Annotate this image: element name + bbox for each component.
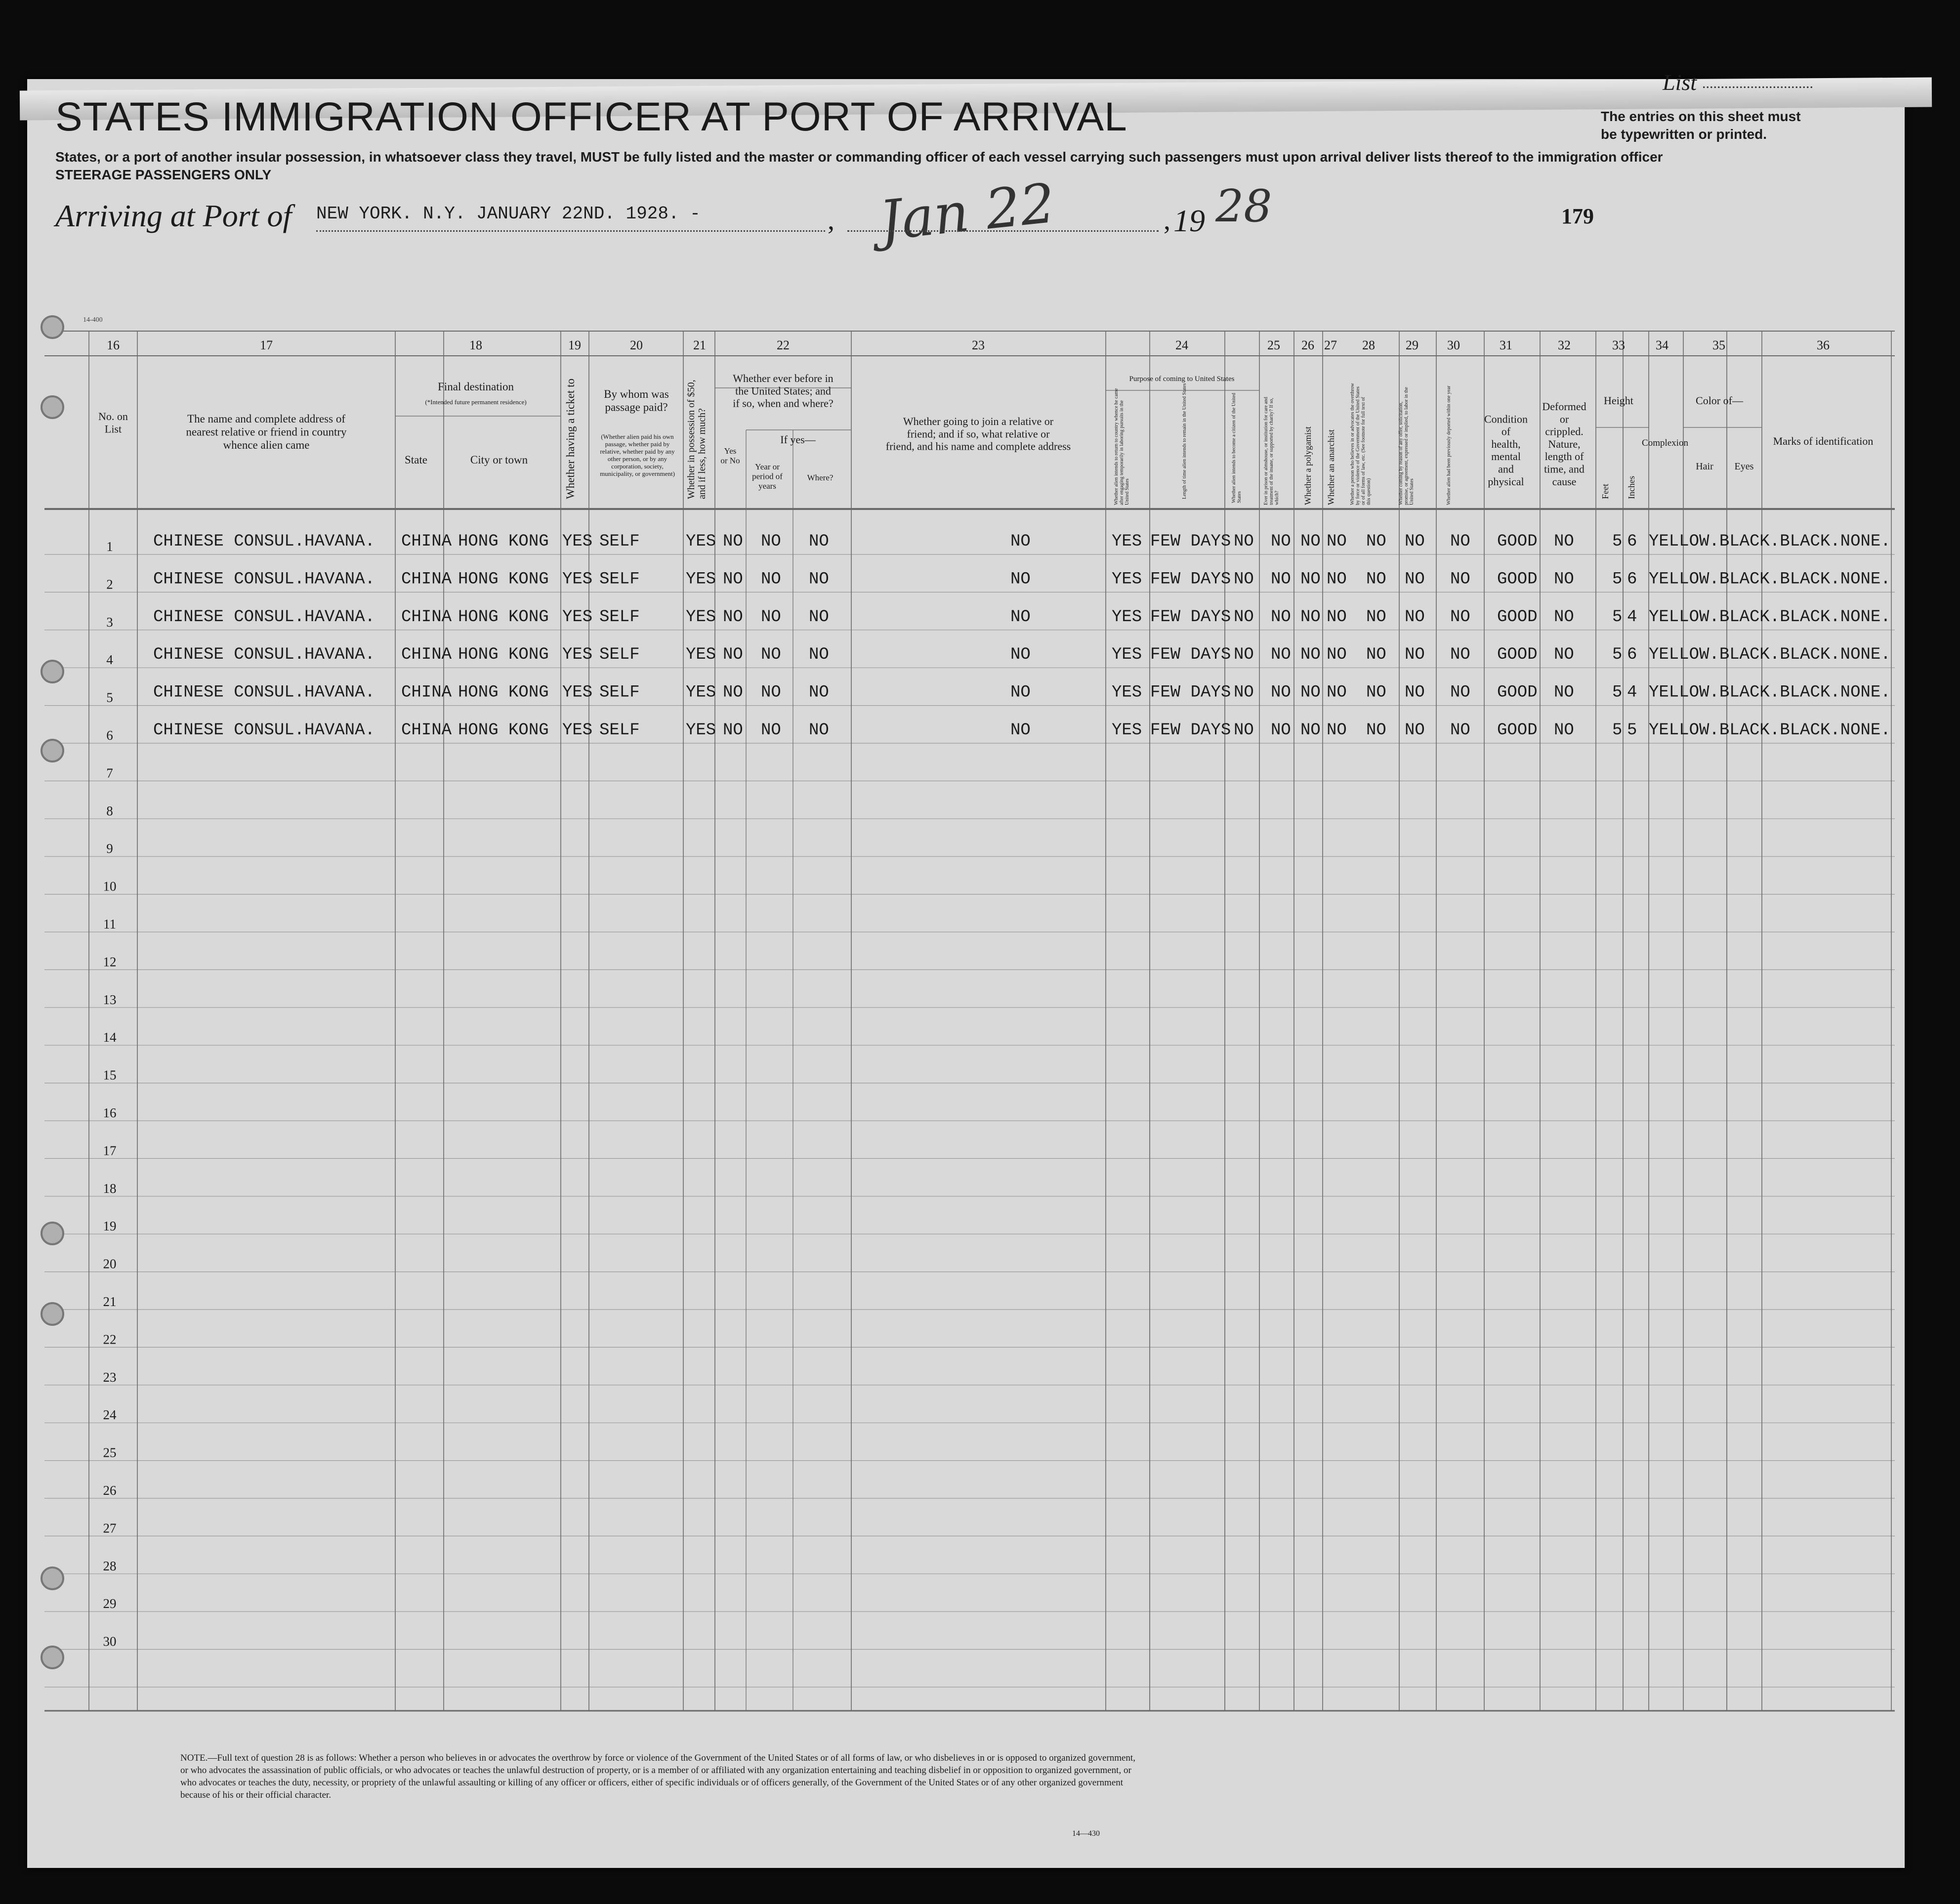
cell-promise: NO [1405,532,1425,551]
cell-city: HONG KONG [458,683,549,702]
table-row [153,645,1891,664]
typewritten-notice: The entries on this sheet must be typewritten or printed. [1601,109,1801,142]
cell-feet: 5 [1612,532,1623,551]
row-number: 22 [103,1332,117,1347]
cell-complexion-marks: YELLOW.BLACK.BLACK.NONE. [1649,683,1891,702]
cell-inches: 6 [1627,645,1637,665]
cell-join: NO [1010,532,1031,551]
cell-relative: CHINESE CONSUL.HAVANA. [153,607,375,627]
header-purpose-citizen: Whether alien intends to become a citizen of the UnitedStates [1231,393,1242,503]
cell-passage: SELF [599,532,640,551]
page-title: STATES IMMIGRATION OFFICER AT PORT OF ARRIVAL [55,94,1127,139]
row-number: 5 [106,690,113,705]
row-number: 23 [103,1369,117,1385]
cell-prison: NO [1271,645,1291,665]
cell-return: YES [1112,570,1142,589]
binder-hole [41,395,64,419]
header-where: Where? [807,473,834,482]
cell-citizen: NO [1234,570,1254,589]
cell-join: NO [1010,721,1031,740]
cell-deformed: NO [1554,532,1574,551]
cell-health: GOOD [1497,607,1538,627]
cell-complexion-marks: YELLOW.BLACK.BLACK.NONE. [1649,607,1891,627]
cell-money: YES [686,532,716,551]
column-number: 26 [1301,338,1314,352]
separator-comma: , [1164,205,1170,236]
cell-before: NO [723,607,743,627]
cell-money: YES [686,570,716,589]
cell-passage: SELF [599,570,640,589]
list-number-blank: .............................. [1702,75,1813,91]
cell-before: NO [723,532,743,551]
cell-anarchist: NO [1327,645,1347,665]
column-numbers [107,338,1830,352]
row-number: 7 [106,765,113,781]
row-number: 19 [103,1219,117,1234]
table-row [153,608,1891,627]
cell-overthrow: NO [1366,645,1386,665]
cell-complexion-marks: YELLOW.BLACK.BLACK.NONE. [1649,570,1891,589]
cell-anarchist: NO [1327,683,1347,702]
header-purpose: Purpose of coming to United States [1129,375,1235,383]
cell-prison: NO [1271,683,1291,702]
row-number: 8 [106,803,113,818]
cell-inches: 6 [1627,570,1637,589]
row-number: 14 [103,1030,117,1045]
cell-deformed: NO [1554,570,1574,589]
cell-deformed: NO [1554,607,1574,627]
form-code: 14—430 [1072,1829,1100,1838]
cell-join: NO [1010,607,1031,627]
header-marks: Marks of identification [1773,435,1874,447]
column-number: 22 [777,338,790,352]
binder-hole [41,739,64,762]
cell-citizen: NO [1234,607,1254,627]
header-health: Condition of health, mental and physical [1484,413,1528,488]
header-before-us: Whether ever before in the United States; and if so, when and where? [733,372,834,410]
cell-promise: NO [1405,570,1425,589]
cell-join: NO [1010,683,1031,702]
cell-deformed: NO [1554,645,1574,665]
cell-citizen: NO [1234,683,1254,702]
header-polygamist: Whether a polygamist [1303,426,1313,505]
header-inches: Inches [1626,476,1636,499]
binder-hole [41,315,64,339]
cell-deformed: NO [1554,721,1574,740]
cell-ticket: YES [562,607,593,627]
cell-anarchist: NO [1327,532,1347,551]
column-number: 16 [107,338,120,352]
cell-anarchist: NO [1327,721,1347,740]
cell-feet: 5 [1612,683,1623,702]
column-number: 31 [1500,338,1512,352]
header-overthrow: Whether a person who believes in or advocates the overthrowby force or violence of the Government of the United Statesor of all forms of law, etc. (See footnote for full text ofthis question) [1350,383,1372,505]
table-row [153,532,1891,551]
header-final-destination-note: (*Intended future permanent residence) [425,398,527,406]
column-number: 23 [972,338,985,352]
header-relative-address: The name and complete address of nearest relative or friend in country whence alien came [186,413,347,451]
column-headers [98,372,1873,505]
cell-year: NO [761,721,781,740]
cell-complexion-marks: YELLOW.BLACK.BLACK.NONE. [1649,532,1891,551]
column-number: 32 [1558,338,1571,352]
row-number: 27 [103,1521,117,1536]
cell-deported: NO [1450,683,1470,702]
row-number: 6 [106,728,113,743]
cell-polygamist: NO [1300,570,1321,589]
cell-length: FEW DAYS [1150,570,1231,589]
cell-city: HONG KONG [458,570,549,589]
cell-relative: CHINESE CONSUL.HAVANA. [153,645,375,665]
column-number: 35 [1712,338,1725,352]
cell-return: YES [1112,607,1142,627]
cell-where: NO [809,721,829,740]
cell-overthrow: NO [1366,721,1386,740]
column-number: 34 [1656,338,1668,352]
cell-city: HONG KONG [458,645,549,665]
cell-where: NO [809,683,829,702]
row-number: 11 [103,917,116,931]
cell-polygamist: NO [1300,645,1321,665]
cell-join: NO [1010,570,1031,589]
cell-where: NO [809,532,829,551]
footnote: NOTE.—Full text of question 28 is as follows: Whether a person who believes in or advocates the overthrow by force or violence of the Government of the United States or of all forms of law, or who disbelieves in or is opposed to organized government, or who advocates the assassination of public officials, or who advocates or teaches the unlawful destruction of property, or is a member of or affiliated with any organization entertaining and teaching disbelief in or opposition to organized government, or who advocates or teaches the duty, necessity, or propriety of the unlawful assaulting or killing of any officer or officers, either of specific individuals or of officers generally, of the Government of the United States or of any other organized government because of his or their official character. [180,1753,1135,1800]
header-hair: Hair [1696,461,1713,472]
cell-year: NO [761,683,781,702]
cell-inches: 4 [1627,607,1637,627]
row-number: 16 [103,1105,117,1120]
cell-ticket: YES [562,570,593,589]
list-label: List [1663,70,1697,95]
cell-overthrow: NO [1366,532,1386,551]
cell-prison: NO [1271,607,1291,627]
cell-state: CHINA [401,607,452,627]
cell-year: NO [761,532,781,551]
row-number: 30 [103,1634,117,1649]
cell-overthrow: NO [1366,683,1386,702]
header-deformed: Deformed or crippled. Nature, length of time, and cause [1542,400,1586,488]
cell-prison: NO [1271,570,1291,589]
binder-hole [41,660,64,683]
cell-ticket: YES [562,645,593,665]
cell-citizen: NO [1234,645,1254,665]
cell-length: FEW DAYS [1150,721,1231,740]
cell-health: GOOD [1497,570,1538,589]
column-number: 25 [1267,338,1280,352]
row-number: 13 [103,992,117,1007]
header-height: Height [1604,394,1633,407]
cell-complexion-marks: YELLOW.BLACK.BLACK.NONE. [1649,645,1891,665]
row-number: 4 [106,652,113,668]
cell-length: FEW DAYS [1150,532,1231,551]
cell-money: YES [686,645,716,665]
cell-relative: CHINESE CONSUL.HAVANA. [153,532,375,551]
cell-promise: NO [1405,645,1425,665]
column-number: 18 [469,338,482,352]
row-number: 29 [103,1596,117,1611]
row-number: 3 [106,614,113,630]
header-feet: Feet [1600,484,1610,499]
cell-relative: CHINESE CONSUL.HAVANA. [153,570,375,589]
cell-health: GOOD [1497,683,1538,702]
cell-health: GOOD [1497,721,1538,740]
cell-feet: 5 [1612,645,1623,665]
cell-anarchist: NO [1327,607,1347,627]
column-number: 17 [260,338,273,352]
arriving-label: Arriving at Port of [55,198,292,233]
header-yes-or-no: Yes or No [720,446,740,465]
cell-feet: 5 [1612,721,1623,740]
cell-before: NO [723,721,743,740]
cell-before: NO [723,570,743,589]
cell-overthrow: NO [1366,570,1386,589]
arrival-port-date: NEW YORK. N.Y. JANUARY 22ND. 1928. - [316,204,701,224]
column-number: 20 [630,338,643,352]
header-promise: Whether coming by reason of any offer, solicitation,promise, or agreement, expressed or implied, to labor in theUnited States [1398,387,1415,505]
cell-passage: SELF [599,721,640,740]
cell-return: YES [1112,532,1142,551]
column-number: 27 [1324,338,1337,352]
cell-deported: NO [1450,607,1470,627]
binder-hole [41,1566,64,1590]
binder-hole [41,1222,64,1245]
column-number: 33 [1612,338,1625,352]
row-number: 18 [103,1181,117,1196]
cell-relative: CHINESE CONSUL.HAVANA. [153,683,375,702]
row-number: 21 [103,1294,117,1309]
cell-money: YES [686,721,716,740]
cell-inches: 4 [1627,683,1637,702]
header-ticket: Whether having a ticket to [564,379,577,499]
cell-return: YES [1112,645,1142,665]
cell-passage: SELF [599,607,640,627]
cell-where: NO [809,645,829,665]
cell-promise: NO [1405,607,1425,627]
cell-relative: CHINESE CONSUL.HAVANA. [153,721,375,740]
header-anarchist: Whether an anarchist [1326,429,1336,505]
column-number: 19 [568,338,581,352]
header-year-period: Year or period of years [752,462,783,491]
cell-inches: 5 [1627,721,1637,740]
table-row [153,683,1891,702]
row-number: 15 [103,1067,117,1083]
cell-where: NO [809,607,829,627]
cell-feet: 5 [1612,607,1623,627]
column-number: 24 [1175,338,1188,352]
steerage-label: STEERAGE PASSENGERS ONLY [55,167,272,182]
cell-money: YES [686,607,716,627]
cell-state: CHINA [401,721,452,740]
cell-inches: 6 [1627,532,1637,551]
cell-passage: SELF [599,683,640,702]
row-number: 26 [103,1483,117,1498]
row-number: 2 [106,577,113,592]
table-row [153,570,1891,589]
header-if-yes: If yes— [780,433,816,446]
cell-year: NO [761,607,781,627]
cell-state: CHINA [401,532,452,551]
cell-deported: NO [1450,532,1470,551]
cell-money: YES [686,683,716,702]
cell-polygamist: NO [1300,607,1321,627]
cell-citizen: NO [1234,532,1254,551]
header-no-on-list: No. on List [98,410,128,435]
handwritten-year: 28 [1215,180,1272,232]
cell-deported: NO [1450,645,1470,665]
cell-anarchist: NO [1327,570,1347,589]
cell-health: GOOD [1497,532,1538,551]
cell-state: CHINA [401,570,452,589]
header-eyes: Eyes [1734,461,1754,472]
header-passage: By whom was passage paid? [604,388,669,414]
header-passage-note: (Whether alien paid his own passage, whether paid by relative, whether paid by any other person, or by any corporation, society, municipality, or government) [600,433,675,477]
cell-feet: 5 [1612,570,1623,589]
cell-citizen: NO [1234,721,1254,740]
cell-return: YES [1112,683,1142,702]
header-money: Whether in possession of $50,and if less, how much? [686,380,708,499]
cell-where: NO [809,570,829,589]
cell-polygamist: NO [1300,683,1321,702]
cell-promise: NO [1405,721,1425,740]
binder-hole [41,1302,64,1326]
separator-comma: , [828,205,834,236]
column-number: 30 [1447,338,1460,352]
header-color-of: Color of— [1696,394,1743,407]
row-number: 25 [103,1445,117,1460]
header-city: City or town [470,454,528,466]
column-number: 36 [1817,338,1830,352]
table-row [153,721,1891,740]
cell-health: GOOD [1497,645,1538,665]
row-number: 10 [103,879,117,894]
cell-return: YES [1112,721,1142,740]
cell-ticket: YES [562,721,593,740]
cell-complexion-marks: YELLOW.BLACK.BLACK.NONE. [1649,721,1891,740]
cell-prison: NO [1271,532,1291,551]
header-complexion: Complexion [1642,437,1688,448]
cell-state: CHINA [401,683,452,702]
cell-promise: NO [1405,683,1425,702]
row-number: 17 [103,1143,117,1158]
row-number: 20 [103,1256,117,1271]
form-code-small: 14-400 [83,316,103,324]
cell-overthrow: NO [1366,607,1386,627]
cell-city: HONG KONG [458,721,549,740]
row-number: 9 [106,841,113,856]
cell-length: FEW DAYS [1150,645,1231,665]
passenger-entries [153,532,1891,740]
header-prison: Ever in prison or almshouse, or institution for care andtreatment of the insane, or supported by charity? If so,which? [1263,397,1280,505]
cell-ticket: YES [562,683,593,702]
row-number: 12 [103,954,117,970]
cell-year: NO [761,645,781,665]
cell-prison: NO [1271,721,1291,740]
cell-polygamist: NO [1300,721,1321,740]
cell-state: CHINA [401,645,452,665]
cell-before: NO [723,683,743,702]
column-number: 21 [693,338,706,352]
header-purpose-length: Length of time alien intends to remain in the United States [1182,383,1187,499]
cell-join: NO [1010,645,1031,665]
cell-city: HONG KONG [458,532,549,551]
header-join-relative: Whether going to join a relative or friend; and if so, what relative or friend, and his name and complete address [885,415,1071,453]
cell-deported: NO [1450,570,1470,589]
header-final-destination: Final destination [438,381,514,393]
instructions-text: States, or a port of another insular possession, in whatsoever class they travel, MUST be fully listed and the master or commanding officer of each vessel carrying such passengers must upon arrival deliver lists thereof to the immigration officer [55,149,1663,165]
handwritten-date: Jan 22 [876,171,1058,253]
cell-ticket: YES [562,532,593,551]
page-number: 179 [1561,204,1594,228]
year-prefix: 19 [1173,203,1205,238]
column-number: 28 [1362,338,1375,352]
cell-before: NO [723,645,743,665]
row-number: 1 [106,539,113,554]
row-number: 24 [103,1407,117,1423]
header-state: State [405,454,427,466]
cell-polygamist: NO [1300,532,1321,551]
binder-hole [41,1646,64,1669]
cell-year: NO [761,570,781,589]
row-number: 28 [103,1558,117,1573]
cell-length: FEW DAYS [1150,683,1231,702]
header-deported: Whether alien had been previously deported within one year [1446,385,1452,505]
cell-length: FEW DAYS [1150,607,1231,627]
cell-deported: NO [1450,721,1470,740]
header-purpose-return: Whether alien intends to return to country whence he cameafter engaging temporarily in laboring pursuits in theUnited States [1114,388,1130,505]
column-number: 29 [1406,338,1418,352]
cell-passage: SELF [599,645,640,665]
cell-deformed: NO [1554,683,1574,702]
cell-city: HONG KONG [458,607,549,627]
